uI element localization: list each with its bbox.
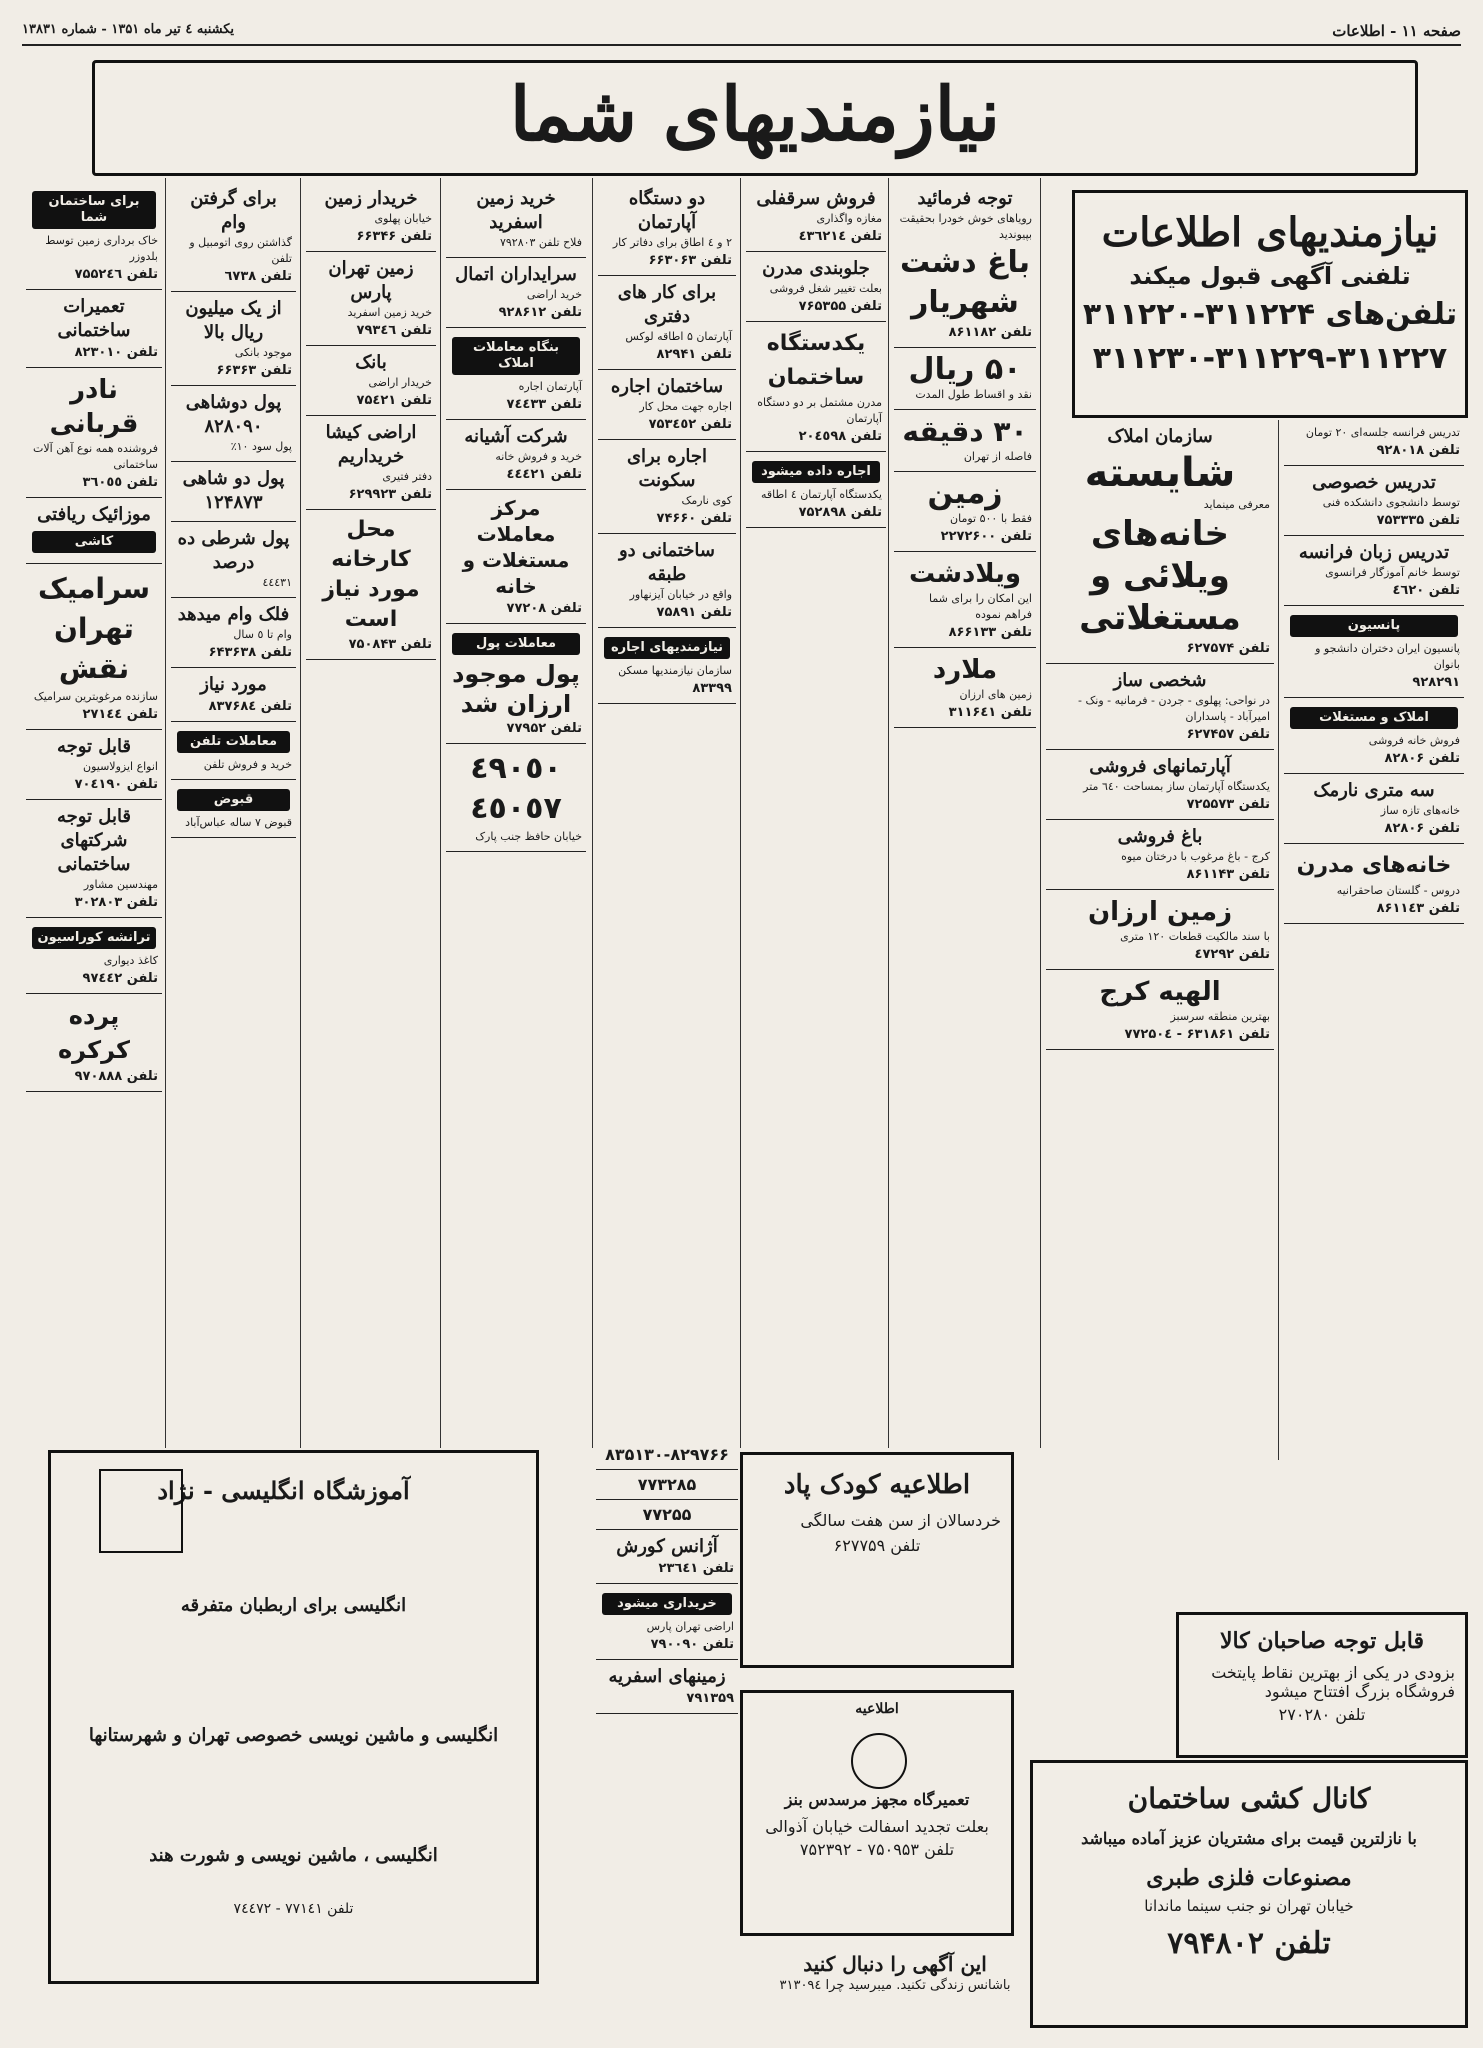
ad-address: خیابان تهران نو جنب سینما ماندانا — [1144, 1897, 1354, 1915]
ad — [171, 182, 296, 292]
ad-phone: تلفن ۸۶۱۱۴۳ — [1186, 867, 1270, 882]
ad — [746, 322, 886, 452]
ad-phone: تلفن ۸۲۹۴۱ — [656, 347, 732, 362]
canal-ad — [1030, 1760, 1468, 2028]
ad-phone: تلفن ۲۳٦٤۱ — [658, 1561, 734, 1576]
section-tag: نیازمندیهای اجاره — [604, 637, 730, 659]
ad-phone: تلفن ۶۳۱۸۶۱ - ۷۷۲۵۰٤ — [1124, 1027, 1270, 1042]
ad-headline: محل کارخانه مورد نیاز است — [322, 517, 420, 632]
ad — [598, 534, 736, 628]
ad-text: فلاح تلفن ۷۹۲۸۰۳ — [499, 236, 582, 249]
ad-text: بهترین منطقه سرسبز — [1170, 1010, 1270, 1023]
ad — [596, 1440, 738, 1470]
ad-phone: ۸۳۳۹۹ — [692, 681, 732, 696]
school-phone: تلفن ۷۷۱٤۱ - ۷٤٤٧٢ — [233, 1901, 354, 1917]
ad-title: خرید زمین اسفرید — [476, 188, 556, 233]
ad-phone: تلفن ۷۹۰۰۹۰ — [650, 1637, 734, 1652]
ad — [1284, 536, 1464, 606]
column-4 — [598, 182, 736, 704]
ad-headline: ملارد — [932, 655, 998, 685]
ad-title: تعمیرات ساختمانی — [57, 296, 131, 341]
ad-phone: تلفن ۶۲۷۴۵۷ — [1186, 727, 1270, 742]
ad-phone: تلفن ۷۵٤٢١ — [356, 393, 432, 408]
school-item: انگلیسی و ماشین نویسی خصوصی تهران و شهرستانها — [88, 1725, 499, 1746]
ad — [894, 410, 1036, 472]
ad-title: بانک — [355, 352, 387, 373]
ad-headline: باغ دشت شهریار — [899, 245, 1031, 320]
ad — [746, 252, 886, 322]
ad-phone: تلفن ۷۵۰۸۴۳ — [348, 637, 432, 652]
ad-title: از یک میلیون ریال بالا — [185, 298, 282, 343]
ad-phone: ۹۲۸۲۹۱ — [1412, 675, 1460, 690]
ad-phone: تلفن ۷۴۶۶۰ — [656, 511, 732, 526]
ad — [1284, 698, 1464, 774]
ad-phone: تلفن ۷۷۲۰۸ — [506, 601, 582, 616]
ad-phone: تلفن ۹۲۸۰۱۸ — [1376, 443, 1460, 458]
mercedes-star-icon — [851, 1733, 907, 1789]
ad-title: باغ فروشی — [1117, 826, 1203, 847]
ad-title: موزائیک ریافتی — [37, 504, 151, 525]
ad-text: کوی نارمک — [681, 494, 732, 507]
ad-text: یکدستگاه آپارتمان ساز بمساحت ٦٤٠ متر — [1083, 780, 1270, 793]
ad-title: آژانس کورش — [616, 1536, 718, 1557]
ad — [894, 472, 1036, 552]
ad-phone: تلفن ٦٧٣٨ — [224, 269, 292, 284]
ad-title: برای کار های دفتری — [617, 282, 717, 327]
ad-title: پول شرطی ده درصد — [177, 528, 290, 573]
ad-title: یکدستگاه ساختمان — [766, 331, 866, 390]
ad — [1284, 420, 1464, 466]
ad-phone: تلفن ۶۶۳۰۶۳ — [648, 253, 732, 268]
etelaat-title: نیازمندیهای اطلاعات — [1101, 209, 1439, 256]
ad-text: تدریس فرانسه جلسه‌ای ۲۰ تومان — [1305, 426, 1460, 439]
ad — [26, 498, 162, 564]
ad — [446, 490, 586, 624]
ad-headline: شایسته — [1084, 450, 1236, 496]
ad-title: ساختمان اجاره — [610, 376, 724, 397]
ad-text: دفتر فتیری — [382, 470, 432, 483]
ad-phone: تلفن ۷۹۴۸۰۲ — [1167, 1926, 1331, 1961]
ad-headline: خانه‌های ویلائی و مستغلاتی — [1079, 514, 1241, 638]
ad-title: دو دستگاه آپارتمان — [628, 188, 706, 233]
section-tag: خریداری میشود — [602, 1593, 732, 1615]
ad — [306, 510, 436, 660]
ad — [446, 258, 586, 328]
ad-text: کرج - باغ مرغوب با درختان میوه — [1121, 850, 1270, 863]
ad-title: شخصی ساز — [1113, 670, 1207, 691]
ad-title: مورد نیاز — [200, 674, 267, 695]
notice-text: بعلت تجدید اسفالت خیابان آذوالی — [765, 1817, 989, 1836]
ad-title: توجه فرمائید — [917, 188, 1013, 209]
ad — [171, 780, 296, 838]
ad-title: پول دوشاهی ۸۲۸۰۹۰ — [185, 392, 282, 437]
footer-ad-text: باشانس زندگی تکنید. میبرسید چرا ۳۱۳۰۹٤ — [779, 1978, 1011, 1993]
ad — [1284, 606, 1464, 698]
ad-phone: تلفن ۶۲۷۵۷۴ — [1186, 641, 1270, 656]
ad-title: آپارتمانهای فروشی — [1089, 756, 1231, 777]
ad-title: پول دو شاهی ۱۲۴۸۷۳ — [182, 468, 285, 513]
ad-text: پانسیون ایران دختران دانشجو و بانوان — [1315, 642, 1460, 671]
ad — [171, 598, 296, 668]
ad — [1046, 664, 1274, 750]
ad-phone: تلفن ۷۵۲۸۹۸ — [798, 505, 882, 520]
ad-title: کانال کشی ساختمان — [1127, 1782, 1371, 1815]
banner: نیازمندیهای شما — [92, 60, 1418, 176]
page-number: صفحه ۱۱ - اطلاعات — [1332, 22, 1461, 40]
ad — [306, 252, 436, 346]
ad-title: فروش سرقفلی — [756, 188, 876, 209]
column-8 — [26, 182, 162, 1092]
ad-text: سازمان نیازمندیها مسکن — [618, 664, 732, 677]
ad-phone: تلفن ٤٣٦٢١٤ — [798, 229, 882, 244]
ad-phone: تلفن ۷۰٤١٩٠ — [74, 777, 158, 792]
ad-text: با سند مالکیت قطعات ۱۲۰ متری — [1120, 930, 1270, 943]
ad — [446, 182, 586, 258]
ad — [171, 462, 296, 522]
notice-phone: تلفن ۲۷۰۲۸۰ — [1278, 1705, 1366, 1724]
ad — [1046, 970, 1274, 1050]
ad — [26, 368, 162, 498]
section-tag: پانسیون — [1290, 615, 1458, 637]
ad — [1284, 466, 1464, 536]
ad — [26, 564, 162, 730]
ad-phone: تلفن ۲۲۷۲۶۰۰ — [940, 529, 1032, 544]
ad-headline: زمین ارزان — [1087, 897, 1233, 927]
etelaat-phones-2: ۳۱۱۲۳۰-۳۱۱۲۲۹-۳۱۱۲۲۷ — [1092, 341, 1448, 376]
issue-date: یکشنبه ٤ تیر ماه ۱۳۵۱ - شماره ۱۳۸۳۱ — [22, 22, 235, 37]
ad-title: جلوبندی مدرن — [762, 258, 870, 279]
notice-headline: تعمیرگاه مجهز مرسدس بنز — [784, 1790, 970, 1809]
language-school-ad — [48, 1450, 539, 1984]
ad-phone: تلفن ۸۶۶۱۳۳ — [948, 625, 1032, 640]
ad-text: خیابان پهلوی — [374, 212, 432, 225]
benz-notice — [740, 1690, 1014, 1936]
ad — [446, 420, 586, 490]
ad — [598, 370, 736, 440]
mid-strip — [596, 1440, 738, 1714]
footer-ad-title: این آگهی را دنبال کنید — [803, 1952, 987, 1976]
section-tag: معاملات تلفن — [177, 731, 290, 753]
ad — [446, 624, 586, 744]
school-item: انگلیسی ، ماشین نویسی و شورت هند — [149, 1845, 438, 1866]
ad-text: آپارتمان اجاره — [518, 380, 582, 393]
school-title: آموزشگاه انگلیسی - نژاد — [157, 1476, 410, 1505]
ad-phone: تلفن ٤٤٤٢١ — [506, 467, 582, 482]
ad — [26, 730, 162, 800]
ad-phone: تلفن ۸۶۱۱۸۲ — [948, 325, 1032, 340]
kala-notice — [1176, 1612, 1468, 1758]
ad-text: فقط با ۵۰۰ تومان — [950, 512, 1032, 525]
ad-brand: مصنوعات فلزی طبری — [1146, 1865, 1352, 1891]
col-rule — [592, 178, 593, 1448]
ad-text: خرید و فروش خانه — [495, 450, 582, 463]
ad-text: فروشنده همه نوع آهن آلات ساختمانی — [33, 442, 158, 471]
ad — [26, 182, 162, 290]
ad-phone: تلفن ۷۶۵۳۵۵ — [798, 299, 882, 314]
ad-title: سرایداران اتمال — [455, 264, 577, 285]
ad-text: اراضی تهران پارس — [646, 1620, 734, 1633]
col-rule — [888, 178, 889, 1448]
ad-phone: تلفن ۶۶۳۴۶ — [356, 229, 432, 244]
section-tag: کاشی — [32, 531, 156, 553]
ad — [171, 722, 296, 780]
ad-text: وام تا ٥ سال — [233, 628, 292, 641]
ad-phone: تلفن ۹۷۰۸۸۸ — [74, 1069, 158, 1084]
ad — [894, 552, 1036, 648]
etelaat-box — [1072, 190, 1468, 418]
ad — [306, 346, 436, 416]
column-2 — [894, 182, 1036, 728]
school-item: انگلیسی برای اربطبان متفرقه — [180, 1595, 407, 1616]
ad — [1046, 820, 1274, 890]
ad-text: واقع در خیابان آیزنهاور — [629, 588, 732, 601]
ad-text: خرید زمین اسفرید — [347, 306, 432, 319]
ad-text: خیابان حافظ جنب پارک — [475, 830, 582, 843]
ad-title: خانه‌های مدرن — [1296, 853, 1452, 878]
ad — [596, 1530, 738, 1584]
ad-text: کاغذ دیواری — [103, 954, 158, 967]
ad-text: خرید و فروش تلفن — [203, 758, 292, 771]
ad-text: بعلت تغییر شغل فروشی — [769, 282, 882, 295]
notice-phone: تلفن ۷۵۰۹۵۳ - ۷۵۲۳۹۲ — [799, 1840, 955, 1859]
ad-text: توسط دانشجوی دانشکده فنی — [1322, 496, 1460, 509]
ad-text: نقد و اقساط طول المدت — [915, 388, 1032, 401]
ad-text: گذاشتن روی اتومبیل و تلفن — [189, 236, 292, 265]
ad-text: در نواحی: پهلوی - جردن - فرمانیه - ونک - امیرآباد - پاسداران — [1077, 694, 1270, 723]
ad-text: مهندسین مشاور — [83, 878, 158, 891]
ad — [894, 348, 1036, 410]
notice-title: قابل توجه صاحبان کالا — [1219, 1628, 1425, 1654]
ad-text: مدرن مشتمل بر دو دستگاه آپارتمان — [757, 396, 882, 425]
col-rule — [440, 178, 441, 1448]
ad-headline: مرکز معاملات مستغلات و خانه — [462, 496, 570, 598]
notice-text: خردسالان از سن هفت سالگی — [800, 1511, 1001, 1530]
ad-phone: تلفن ٣٦٠٥٥ — [82, 475, 158, 490]
ad-headline: پول موجود ارزان شد — [452, 660, 580, 718]
section-tag: ترانشه کوراسیون — [32, 927, 156, 949]
ad-text: قبوض ۷ ساله عباس‌آباد — [185, 816, 292, 829]
ad-text: زمین های ارزان — [959, 688, 1032, 701]
ad-phone: تلفن ۷۵۸۹۱ — [656, 605, 732, 620]
ad-phone: تلفن ٤٦٢٠ — [1392, 583, 1460, 598]
column-7 — [171, 182, 296, 838]
ad-phone: تلفن ۸۲۸۰۶ — [1384, 751, 1460, 766]
ad — [1046, 750, 1274, 820]
column-1 — [1046, 420, 1274, 1050]
ad — [306, 182, 436, 252]
ad-headline: نادر قربانی — [49, 375, 139, 439]
ad-text: این امکان را برای شما فراهم نموده — [928, 592, 1032, 621]
ad-phone: تلفن ۷٤٤٣٣ — [506, 397, 582, 412]
ad-phone: ۷۹۱۳۵۹ — [686, 1691, 734, 1706]
ad-text: پول سود ۱۰٪ — [230, 440, 292, 453]
page-header — [22, 22, 1461, 46]
ad-phone: تلفن ۸۲۳۰۱۰ — [74, 345, 158, 360]
ad-text: یکدستگاه آپارتمان ٤ اطاقه — [760, 488, 882, 501]
ad-phone: تلفن ۷۵۳۳۳۵ — [1376, 513, 1460, 528]
ad — [596, 1470, 738, 1500]
ad — [596, 1660, 738, 1714]
ad — [596, 1584, 738, 1660]
ad — [746, 182, 886, 252]
ad-phone: تلفن ۷۹۳٤٦ — [356, 323, 432, 338]
ad — [306, 416, 436, 510]
section-tag: اجاره داده میشود — [752, 461, 880, 483]
ad-title: زمین تهران پارس — [328, 258, 414, 303]
notice-phone: تلفن ۶۲۷۷۵۹ — [833, 1536, 921, 1555]
ad-phone: تلفن ۸۲۸۰۶ — [1384, 821, 1460, 836]
ad-phone: تلفن ۲۷۱٤٤ — [82, 707, 158, 722]
ad — [26, 918, 162, 994]
ad-text: فاصله از تهران — [963, 450, 1032, 463]
ad-phone: تلفن ۷۲۵۵۷۳ — [1186, 797, 1270, 812]
ad — [598, 440, 736, 534]
section-tag: بنگاه معاملات املاک — [452, 337, 580, 375]
ad-text: ٤٤٤٣١ — [262, 576, 292, 589]
ad-phone: تلفن ۶۶۳۶۳ — [216, 363, 292, 378]
school-emblem-icon — [99, 1469, 183, 1553]
ad-text: رویاهای خوش خودرا بحقیقت بپیوندید — [899, 212, 1032, 241]
ad — [598, 182, 736, 276]
kodak-notice — [740, 1452, 1014, 1668]
ad — [596, 1500, 738, 1530]
ad-title: خریدار زمین — [324, 188, 418, 209]
ad — [26, 800, 162, 918]
ad — [894, 648, 1036, 728]
ad-title: برای گرفتن وام — [190, 188, 277, 233]
ad-phone: تلفن ٤٧٢٩٢ — [1194, 947, 1270, 962]
ad — [598, 628, 736, 704]
ad-title: شرکت آشیانه — [464, 426, 568, 447]
ad-text: فروش خانه فروشی — [1368, 734, 1460, 747]
ad-phone: تلفن ۹۷٤٤٢ — [82, 971, 158, 986]
ad — [894, 182, 1036, 348]
column-5 — [446, 182, 586, 852]
ad-text: سازنده مرغوبترین سرامیک — [33, 690, 158, 703]
ad — [1046, 890, 1274, 970]
notice-text: بزودی در یکی از بهترین نقاط پایتخت فروشگاه بزرگ افتتاح میشود — [1211, 1663, 1455, 1701]
ad-phone: تلفن ۶۴۳۶۳۸ — [208, 645, 292, 660]
ad — [446, 744, 586, 852]
ad-text: توسط خانم آموزگار فرانسوی — [1325, 566, 1460, 579]
column-6 — [306, 182, 436, 660]
ad-title: قابل توجه — [56, 736, 132, 757]
ad-text: دروس - گلستان صاحقرانیه — [1336, 884, 1460, 897]
ad-headline: ۵۰ ریال — [908, 352, 1022, 387]
ad-title: ساختمانی دو طبقه — [618, 540, 715, 585]
ad-text: انواع ایزولاسیون — [83, 760, 158, 773]
ad-text: خریدار اراضی — [368, 376, 432, 389]
notice-title: اطلاعیه — [855, 1701, 899, 1717]
ad-phone: تلفن ۸۳۷۶۸٤ — [208, 699, 292, 714]
ad-title: فلک وام میدهد — [177, 604, 290, 625]
ad-text: خاک برداری زمین توسط بلدوزر — [45, 234, 158, 263]
etelaat-subtitle: تلفنی آگهی قبول میکند — [1129, 262, 1411, 290]
ad-phone: تلفن ۷۷۹۵۲ — [506, 721, 582, 736]
ad-headline: زمین — [927, 476, 1003, 511]
ad-headline: ویلادشت — [908, 559, 1022, 589]
ad-text: ۲ و ٤ اطاق برای دفاتر کار — [612, 236, 732, 249]
ad-title: اجاره برای سکونت — [626, 446, 708, 491]
ad — [171, 522, 296, 598]
ad-title: اراضی کیشا خریداریم — [325, 422, 417, 467]
ad-title: زمینهای اسفریه — [608, 1666, 726, 1687]
ad-phone: ۷۷۳۲۸۵ — [637, 1475, 697, 1494]
col-rule — [165, 178, 166, 1448]
etelaat-phones-1: تلفن‌های ۳۱۱۲۲۴-۳۱۱۲۲۰ — [1082, 297, 1458, 332]
ad — [26, 994, 162, 1092]
ad — [1046, 420, 1274, 664]
ad-headline: سرامیک تهران نقش — [38, 572, 150, 685]
column-3 — [746, 182, 886, 528]
ad-title: تدریس زبان فرانسه — [1298, 542, 1450, 563]
section-tag: برای ساختمان شما — [32, 191, 156, 229]
col-rule — [300, 178, 301, 1448]
ad-phone: تلفن ۳۰۲۸۰۳ — [74, 895, 158, 910]
ad-title: سازمان املاک — [1107, 426, 1213, 447]
ad-title: قابل توجه شرکتهای ساختمانی — [56, 806, 132, 875]
ad-headline: الهیه کرج — [1099, 977, 1221, 1007]
ad-text: با نازلترین قیمت برای مشتریان عزیز آماده میباشد — [1081, 1829, 1417, 1848]
ad-text: معرفی مینماید — [1203, 498, 1270, 511]
ad-headline: ٤٩٠٥٠ ٤٥٠٥٧ — [470, 751, 562, 826]
col-rule — [1040, 178, 1041, 1448]
ad-phone: ۷۷۲۵۵ — [642, 1505, 692, 1524]
ad-headline: پرده کرکره — [58, 1002, 130, 1064]
ad-phone: ۸۳۵۱۳۰-۸۲۹۷۶۶ — [605, 1445, 729, 1464]
ad-text: آپارتمان ۵ اطاقه لوکس — [625, 330, 732, 343]
ad-phone: تلفن ۷۵۳٤٥٢ — [648, 417, 732, 432]
ad-title: سه متری نارمک — [1313, 780, 1435, 801]
ad-phone: تلفن ۹۲۸۶۱۲ — [498, 305, 582, 320]
ad-text: خرید اراضی — [526, 288, 582, 301]
ad-phone: تلفن ۷۵۵۲٤٦ — [74, 267, 158, 282]
col-rule — [740, 178, 741, 1448]
ad — [746, 452, 886, 528]
column-0 — [1284, 420, 1464, 924]
ad-phone: تلفن ۶۲۹۹۲۳ — [348, 487, 432, 502]
ad-text: اجاره جهت محل کار — [639, 400, 732, 413]
ad — [26, 290, 162, 368]
ad — [171, 668, 296, 722]
ad — [598, 276, 736, 370]
section-tag: معاملات پول — [452, 633, 580, 655]
section-tag: املاک و مستغلات — [1290, 707, 1458, 729]
ad — [446, 328, 586, 420]
ad-phone: تلفن ۸۶۱۱٤۳ — [1376, 901, 1460, 916]
ad — [171, 386, 296, 462]
col-rule — [1278, 420, 1279, 1460]
ad-headline: ۳۰ دقیقه — [902, 415, 1028, 448]
ad-text: موجود بانکی — [234, 346, 292, 359]
ad-text: خانه‌های تازه ساز — [1380, 804, 1460, 817]
ad-title: تدریس خصوصی — [1312, 472, 1436, 493]
notice-title: اطلاعیه کودک پاد — [783, 1470, 971, 1500]
ad-text: مغازه واگذاری — [816, 212, 882, 225]
ad — [171, 292, 296, 386]
ad-phone: تلفن ۲۰٤٥۹۸ — [798, 429, 882, 444]
section-tag: قبوض — [177, 789, 290, 811]
ad — [1284, 774, 1464, 844]
ad-phone: تلفن ۳۱۱۶٤۱ — [948, 705, 1032, 720]
ad — [1284, 844, 1464, 924]
